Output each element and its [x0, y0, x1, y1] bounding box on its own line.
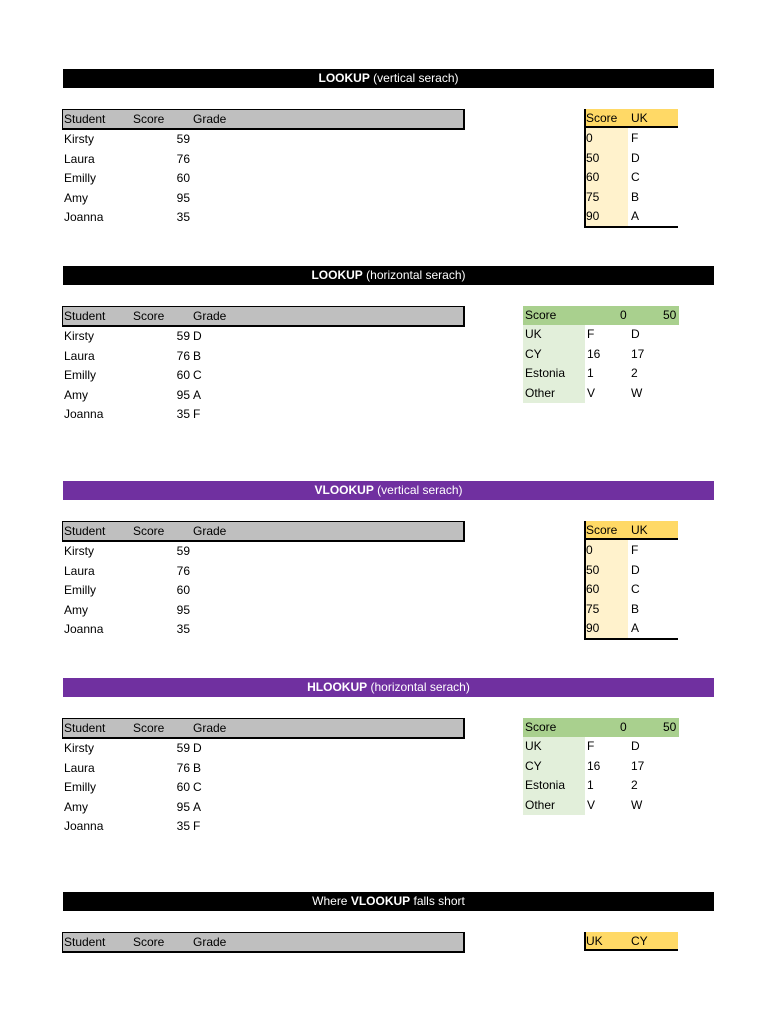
- section-banner: Where VLOOKUP falls short: [63, 892, 714, 911]
- section-banner: LOOKUP (horizontal serach): [63, 266, 714, 285]
- banner-keyword: VLOOKUP: [314, 483, 374, 497]
- student-grade: F: [193, 819, 201, 833]
- student-score: 76: [176, 563, 190, 578]
- table-row: [63, 208, 463, 227]
- student-score: 35: [176, 407, 190, 421]
- lookup-region: Estonia: [525, 778, 566, 792]
- lookup-threshold: 75: [586, 189, 600, 204]
- table-row: [63, 386, 463, 405]
- lookup-region: Other: [525, 797, 556, 812]
- lookup-header-uk: UK: [586, 934, 603, 948]
- student-name: Amy: [64, 799, 88, 814]
- table-row: [63, 601, 463, 620]
- student-score: 95: [176, 190, 190, 205]
- lookup-region: UK: [525, 327, 542, 341]
- lookup-threshold: 0: [620, 308, 627, 322]
- lookup-grade: 17: [631, 346, 645, 361]
- student-name: Laura: [64, 760, 95, 775]
- section-banner: HLOOKUP (horizontal serach): [63, 678, 714, 697]
- lookup-threshold: 0: [586, 543, 593, 557]
- lookup-grade: 1: [587, 366, 594, 380]
- student-name: Emilly: [64, 583, 96, 597]
- lookup-grade: A: [631, 209, 640, 223]
- column-header-score: Score: [133, 721, 165, 735]
- lookup-threshold: 75: [586, 601, 600, 616]
- banner-keyword: VLOOKUP: [350, 894, 411, 908]
- lookup-grade: 1: [587, 778, 594, 792]
- lookup-header-label: Score: [525, 720, 557, 734]
- lookup-header-label: Score: [525, 308, 557, 322]
- table-row: [63, 581, 463, 600]
- student-score: 76: [176, 151, 190, 166]
- lookup-grade: 2: [631, 366, 638, 380]
- lookup-grade: D: [631, 739, 640, 753]
- lookup-grade: D: [631, 562, 640, 577]
- lookup-region: CY: [525, 758, 542, 773]
- student-table-header: [62, 521, 465, 542]
- lookup-grade: F: [587, 739, 595, 753]
- lookup-grade: W: [631, 385, 643, 400]
- student-grade: A: [193, 799, 202, 814]
- table-row: [63, 327, 463, 346]
- lookup-grade: D: [631, 327, 640, 341]
- section-banner: LOOKUP (vertical serach): [63, 69, 714, 88]
- table-row: [63, 347, 463, 366]
- section-banner: VLOOKUP (vertical serach): [63, 481, 714, 500]
- lookup-grade: W: [631, 797, 643, 812]
- student-name: Emilly: [64, 780, 96, 794]
- banner-keyword: LOOKUP: [318, 71, 370, 85]
- student-name: Joanna: [64, 210, 104, 224]
- lookup-threshold: 50: [663, 720, 677, 734]
- student-score: 95: [176, 387, 190, 402]
- student-grade: D: [193, 741, 202, 755]
- student-grade: C: [193, 780, 202, 794]
- column-header-student: Student: [64, 309, 106, 323]
- lookup-header-score: Score: [586, 111, 618, 125]
- table-row: [63, 739, 463, 758]
- lookup-grade: V: [587, 797, 596, 812]
- table-row: [63, 366, 463, 385]
- lookup-region: Other: [525, 385, 556, 400]
- lookup-header-score: Score: [586, 523, 618, 537]
- lookup-threshold: 60: [586, 582, 600, 596]
- lookup-region: Estonia: [525, 366, 566, 380]
- lookup-region: CY: [525, 346, 542, 361]
- student-score: 76: [176, 348, 190, 363]
- student-table-header: [62, 718, 465, 739]
- lookup-grade: 16: [587, 346, 601, 361]
- student-score: 59: [176, 544, 190, 558]
- student-score: 60: [176, 583, 190, 597]
- student-name: Joanna: [64, 622, 104, 636]
- lookup-threshold: 50: [586, 562, 600, 577]
- column-header-grade: Grade: [193, 309, 227, 323]
- column-header-student: Student: [64, 721, 106, 735]
- student-name: Amy: [64, 387, 88, 402]
- student-score: 60: [176, 171, 190, 185]
- student-score: 95: [176, 602, 190, 617]
- student-name: Kirsty: [64, 544, 94, 558]
- table-row: [63, 759, 463, 778]
- student-name: Laura: [64, 348, 95, 363]
- lookup-grade: B: [631, 189, 640, 204]
- horizontal-lookup-table: [523, 718, 679, 818]
- student-score: 59: [176, 329, 190, 343]
- student-grade: A: [193, 387, 202, 402]
- region-lookup-table: [584, 932, 678, 953]
- student-grade: B: [193, 760, 202, 775]
- student-score: 60: [176, 780, 190, 794]
- student-name: Amy: [64, 602, 88, 617]
- column-header-student: Student: [64, 524, 106, 538]
- column-header-score: Score: [133, 112, 165, 126]
- lookup-grade: 2: [631, 778, 638, 792]
- student-name: Laura: [64, 151, 95, 166]
- table-row: [63, 620, 463, 639]
- column-header-grade: Grade: [193, 112, 227, 126]
- table-row: [63, 130, 463, 149]
- column-header-score: Score: [133, 524, 165, 538]
- column-header-grade: Grade: [193, 935, 227, 949]
- table-row: [63, 150, 463, 169]
- lookup-threshold: 60: [586, 170, 600, 184]
- table-row: [63, 189, 463, 208]
- column-header-score: Score: [133, 935, 165, 949]
- lookup-region: UK: [525, 739, 542, 753]
- student-name: Emilly: [64, 171, 96, 185]
- student-name: Kirsty: [64, 329, 94, 343]
- column-header-grade: Grade: [193, 524, 227, 538]
- lookup-threshold: 50: [586, 150, 600, 165]
- student-name: Joanna: [64, 407, 104, 421]
- student-score: 59: [176, 132, 190, 146]
- column-header-score: Score: [133, 309, 165, 323]
- lookup-grade: C: [631, 170, 640, 184]
- lookup-header-uk: UK: [631, 111, 648, 125]
- student-name: Emilly: [64, 368, 96, 382]
- banner-keyword: LOOKUP: [311, 268, 363, 282]
- banner-keyword: HLOOKUP: [307, 680, 368, 694]
- lookup-threshold: 0: [620, 720, 627, 734]
- column-header-grade: Grade: [193, 721, 227, 735]
- lookup-grade: D: [631, 150, 640, 165]
- lookup-threshold: 90: [586, 209, 600, 223]
- lookup-grade: C: [631, 582, 640, 596]
- student-score: 35: [176, 210, 190, 224]
- student-score: 59: [176, 741, 190, 755]
- lookup-threshold: 90: [586, 621, 600, 635]
- student-grade: B: [193, 348, 202, 363]
- score-lookup-table: [584, 109, 678, 229]
- student-name: Joanna: [64, 819, 104, 833]
- student-table-header: [62, 932, 465, 953]
- lookup-grade: 17: [631, 758, 645, 773]
- student-grade: C: [193, 368, 202, 382]
- table-row: [63, 778, 463, 797]
- lookup-header-uk: UK: [631, 523, 648, 537]
- lookup-header-cy: CY: [631, 934, 648, 948]
- table-row: [63, 169, 463, 188]
- table-row: [63, 817, 463, 836]
- student-name: Kirsty: [64, 132, 94, 146]
- table-row: [63, 542, 463, 561]
- lookup-grade: F: [631, 543, 639, 557]
- lookup-threshold: 50: [663, 308, 677, 322]
- table-row: [63, 798, 463, 817]
- table-row: [63, 405, 463, 424]
- student-score: 76: [176, 760, 190, 775]
- lookup-grade: B: [631, 601, 640, 616]
- student-name: Amy: [64, 190, 88, 205]
- table-row: [63, 562, 463, 581]
- score-lookup-table: [584, 521, 678, 641]
- lookup-grade: V: [587, 385, 596, 400]
- lookup-grade: 16: [587, 758, 601, 773]
- student-name: Laura: [64, 563, 95, 578]
- student-grade: D: [193, 329, 202, 343]
- column-header-student: Student: [64, 112, 106, 126]
- lookup-grade: F: [587, 327, 595, 341]
- student-score: 35: [176, 819, 190, 833]
- student-table-header: [62, 306, 465, 327]
- student-score: 95: [176, 799, 190, 814]
- lookup-grade: A: [631, 621, 640, 635]
- student-name: Kirsty: [64, 741, 94, 755]
- column-header-student: Student: [64, 935, 106, 949]
- student-table-header: [62, 109, 465, 130]
- lookup-threshold: 0: [586, 131, 593, 145]
- student-grade: F: [193, 407, 201, 421]
- student-score: 35: [176, 622, 190, 636]
- horizontal-lookup-table: [523, 306, 679, 406]
- student-score: 60: [176, 368, 190, 382]
- lookup-grade: F: [631, 131, 639, 145]
